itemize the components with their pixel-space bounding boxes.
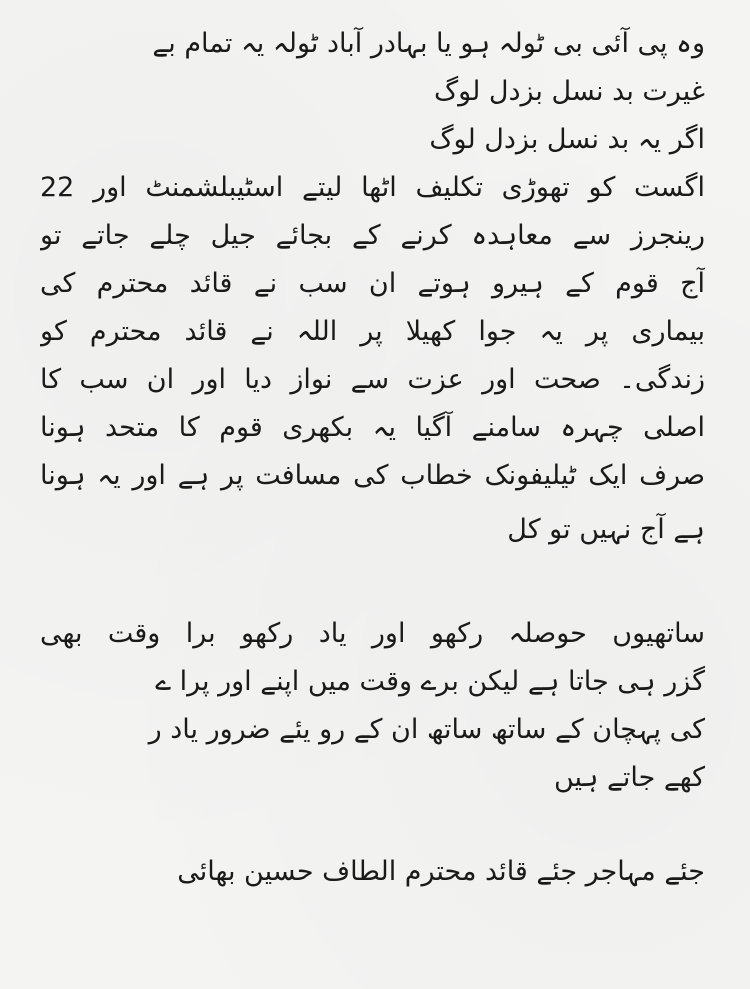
text-line: رینجرز سے معاہدہ کرنے کے بجائے جیل چلے جاتے تو xyxy=(40,220,705,251)
text-line: کھے جاتے ہیں xyxy=(553,762,705,793)
text-line: ہے آج نہیں تو کل xyxy=(507,514,705,545)
text-line: غیرت بد نسل بزدل لوگ xyxy=(433,76,705,107)
text-line: کی پہچان کے ساتھ ساتھ ان کے رو یئے ضرور یاد ر xyxy=(148,714,705,745)
text-line: جئے مہاجر جئے قائد محترم الطاف حسین بھائی xyxy=(177,856,705,887)
text-line: آج قوم کے ہیرو ہوتے ان سب نے قائد محترم کی xyxy=(40,268,705,299)
text-line: اصلی چہرہ سامنے آگیا یہ بکھری قوم کا متحد ہونا xyxy=(40,412,705,443)
text-line: اگست کو تھوڑی تکلیف اٹھا لیتے اسٹیبلشمنٹ اور 22 xyxy=(40,172,705,203)
text-line: صرف ایک ٹیلیفونک خطاب کی مسافت پر ہے اور یہ ہونا xyxy=(40,460,705,491)
text-line: گزر ہی جاتا ہے لیکن برے وقت میں اپنے اور پرا ے xyxy=(155,666,705,697)
text-line: وہ پی آئی بی ٹولہ ہو یا بہادر آباد ٹولہ یہ تمام بے xyxy=(152,28,705,59)
text-line: زندگی۔ صحت اور عزت سے نواز دیا اور ان سب کا xyxy=(40,364,705,395)
text-line: ساتھیوں حوصلہ رکھو اور یاد رکھو برا وقت بھی xyxy=(40,618,705,649)
text-line: اگر یہ بد نسل بزدل لوگ xyxy=(429,124,705,155)
text-line: بیماری پر یہ جوا کھیلا پر اللہ نے قائد محترم کو xyxy=(40,316,705,347)
